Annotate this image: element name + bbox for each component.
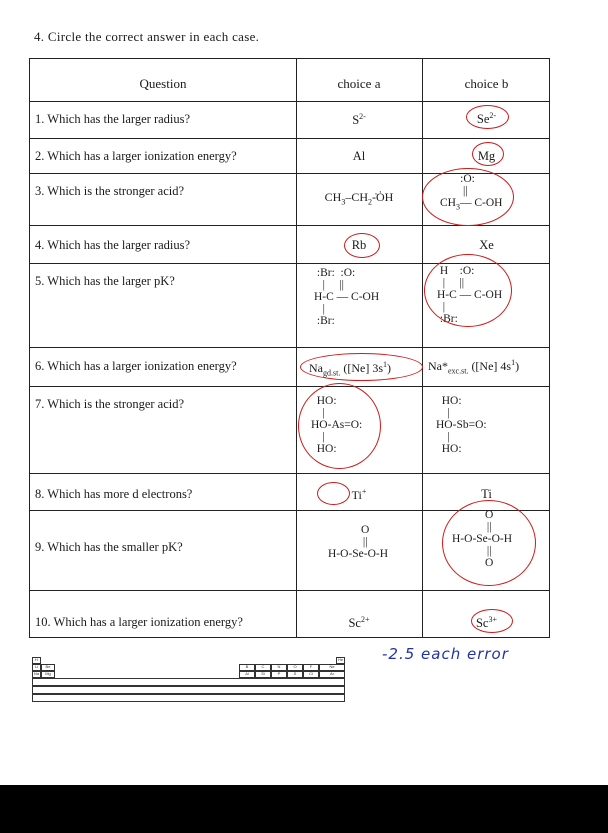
row6-choice-a: $Na_{gd.st.}$ ([Ne] $3s^1$) [309, 360, 391, 378]
answer-circle-4 [344, 233, 380, 258]
row6-choice-b: $Na*_{exc.st.}$ ([Ne] $4s^1$) [428, 358, 520, 376]
grader-note: -2.5 each error [382, 645, 509, 663]
row9-choice-b: O || H-O-Se-O-H || O [452, 509, 513, 569]
question-2: 2. Which has a larger ionization energy? [35, 149, 237, 163]
row2-choice-b: Mg [477, 149, 496, 163]
row7-choice-a: HO: | HO-As=O: | HO: [311, 395, 363, 455]
instruction-text: 4. Circle the correct answer in each case. [34, 29, 260, 44]
header-choice-b: choice b [464, 76, 509, 91]
answer-circle-6 [300, 353, 423, 381]
answer-circle-10 [471, 609, 513, 633]
row2-choice-a: Al [352, 149, 366, 163]
row10-choice-a: $Sc^{2+}$ [348, 615, 370, 631]
question-4: 4. Which has the larger radius? [35, 238, 191, 252]
answer-circle-7 [298, 383, 381, 469]
answer-circle-2 [472, 142, 504, 166]
scan-bottom-edge [0, 785, 608, 833]
answer-circle-5 [424, 254, 512, 327]
question-6: 6. Which has a larger ionization energy? [35, 359, 237, 373]
row8-choice-a: Ti+ [351, 487, 367, 502]
row8-choice-b: Ti [481, 487, 492, 501]
row7-choice-b: HO: | HO-Sb=O: | HO: [436, 395, 487, 455]
question-7: 7. Which is the stronger acid? [35, 397, 185, 411]
question-1: 1. Which has the larger radius? [35, 112, 191, 126]
header-question: Question [139, 76, 187, 91]
answer-circle-9 [442, 500, 536, 586]
question-3: 3. Which is the stronger acid? [35, 184, 185, 198]
row1-choice-a: $S^{2-}$ [352, 112, 366, 128]
question-10: 10. Which has a larger ionization energy? [35, 615, 243, 629]
question-5: 5. Which has the larger pK? [35, 274, 175, 288]
periodic-table-image: H He Li Be B C N O F Ne Na Mg Al Si P S Cl Ar [32, 657, 345, 702]
row3-choice-b: :O: || $CH_3—$ C-OH [440, 173, 503, 212]
answer-circle-3 [422, 168, 514, 226]
row1-choice-b: $Se^{2-}$ [476, 111, 497, 127]
row4-choice-a: Rb [351, 238, 367, 252]
row9-choice-a: O || H-O-Se-O-H [328, 524, 389, 560]
header-choice-a: choice a [337, 76, 381, 91]
row4-choice-b: Xe [479, 238, 494, 252]
question-9: 9. Which has the smaller pK? [35, 540, 183, 554]
answer-circle-1 [466, 105, 509, 129]
row5-choice-a: :Br: :O: | || H-C — C-OH | :Br: [314, 267, 380, 327]
row5-choice-b: H :O: | || H-C — C-OH | :Br: [437, 265, 503, 325]
answer-circle-8 [317, 482, 350, 505]
question-8: 8. Which has more d electrons? [35, 487, 193, 501]
row10-choice-b: $Sc^{3+}$ [475, 615, 497, 631]
row3-choice-a: $CH_3-CH_2-̇ȮH$ [324, 190, 394, 207]
